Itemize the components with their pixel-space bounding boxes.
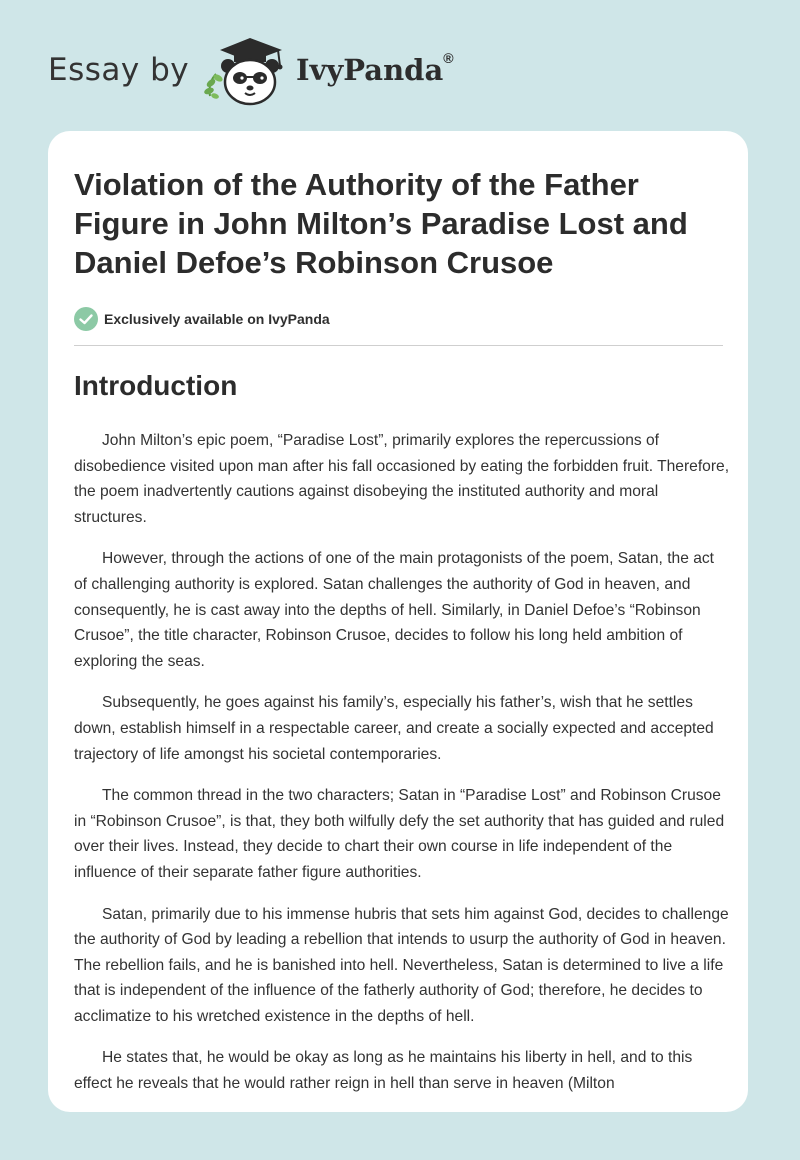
- brand-text: IvyPanda: [296, 53, 444, 87]
- registered-mark: ®: [443, 50, 454, 67]
- paragraph: The common thread in the two characters; Satan in “Paradise Lost” and Robinson Crusoe in “Robinson Crusoe”, is that, they both wilfully defy the set authority that has guided and ruled over their lives. Instead, they decide to chart their own course in life independent of the influence of their separate father figure authorities.: [74, 787, 725, 881]
- site-header: [0, 0, 800, 120]
- essay-by-label: Essay by: [48, 52, 190, 88]
- paragraph: He states that, he would be okay as long as he maintains his liberty in hell, and to this effect he reveals that he would rather reign in hell than serve in heaven (Milton: [74, 1049, 693, 1093]
- essay-body: [74, 428, 730, 1112]
- exclusive-badge: [74, 307, 330, 331]
- panda-graduate-icon[interactable]: [200, 36, 292, 110]
- section-heading: Introduction: [74, 370, 238, 401]
- essay-title: Violation of the Authority of the Father Figure in John Milton’s Paradise Lost and Daniel Defoe’s Robinson Crusoe: [74, 167, 688, 280]
- paragraph: Subsequently, he goes against his family’s, especially his father’s, wish that he settles down, establish himself in a respectable career, and create a socially expected and accepted trajectory of life amongst his societal contemporaries.: [74, 694, 714, 763]
- essay-card: [48, 131, 748, 1112]
- check-circle-icon: [74, 307, 98, 331]
- paragraph: However, through the actions of one of the main protagonists of the poem, Satan, the act of challenging authority is explored. Satan challenges the authority of God in heaven, and consequently, he is cast away into the depths of hell. Similarly, in Daniel Defoe’s “Robinson Crusoe”, the title character, Robinson Crusoe, decides to follow his long held ambition of exploring the seas.: [74, 550, 715, 670]
- brand-name[interactable]: [296, 50, 454, 87]
- exclusive-badge-text: Exclusively available on IvyPanda: [104, 311, 330, 327]
- paragraph: John Milton’s epic poem, “Paradise Lost”, primarily explores the repercussions of disobedience visited upon man after his fall occasioned by eating the forbidden fruit. Therefore, the poem inadvertently cautions against disobeying the instituted authority and moral structures.: [74, 432, 730, 526]
- title-divider: [74, 345, 723, 346]
- paragraph: Satan, primarily due to his immense hubris that sets him against God, decides to challenge the authority of God by leading a rebellion that intends to usurp the authority of God in heaven. The rebellion fails, and he is banished into hell. Nevertheless, Satan is determined to live a life that is independent of the influence of the fatherly authority of God; therefore, he decides to acclimatize to his wretched existence in the depths of hell.: [74, 905, 729, 1025]
